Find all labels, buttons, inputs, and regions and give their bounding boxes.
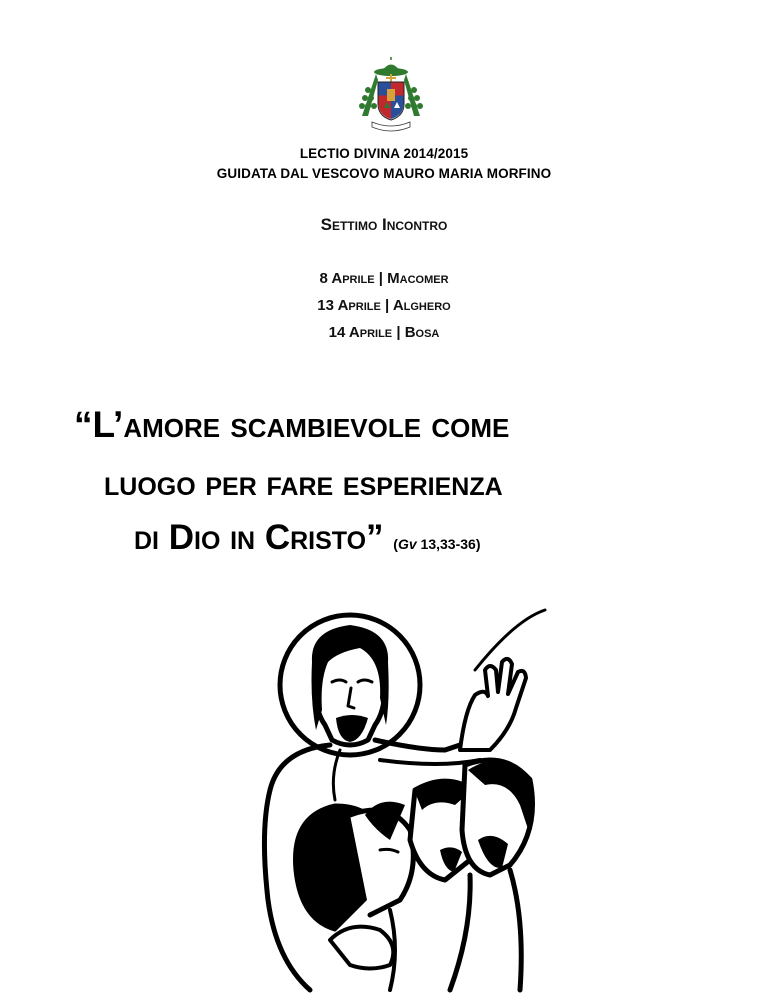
series-subtitle: GUIDATA DAL VESCOVO MAURO MARIA MORFINO — [216, 166, 552, 181]
main-title-line-2: luogo per fare esperienza — [104, 464, 503, 503]
date-separator: | — [378, 270, 383, 287]
date-row — [0, 270, 768, 287]
episcopal-coat-of-arms — [354, 56, 428, 136]
date-row — [0, 297, 768, 314]
motto-scroll-icon — [372, 122, 410, 131]
main-title-line-1: “L’amore scambievole come — [74, 404, 510, 445]
date-separator: | — [384, 297, 390, 314]
main-title-line-3-text: di Dio in Cristo” — [134, 518, 384, 557]
jesus-with-disciples-illustration — [240, 600, 550, 994]
date-label: 8 Aprile — [319, 270, 375, 287]
date-label: 14 Aprile — [328, 324, 393, 341]
disciples-group-icon — [295, 760, 533, 990]
gospel-book: Gv — [397, 536, 417, 552]
date-separator: | — [396, 324, 401, 341]
date-label: 13 Aprile — [317, 297, 381, 314]
place-label: Alghero — [392, 297, 451, 314]
place-label: Bosa — [404, 324, 440, 341]
date-row — [0, 324, 768, 341]
gospel-reference: (Gv 13,33-36) — [393, 536, 481, 552]
shield-icon — [378, 82, 404, 120]
series-title: LECTIO DIVINA 2014/2015 — [299, 146, 469, 161]
main-title-line-3 — [134, 518, 480, 558]
place-label: Macomer — [387, 270, 449, 287]
meeting-title: Settimo Incontro — [320, 215, 448, 234]
galero-hat-icon — [374, 57, 408, 76]
